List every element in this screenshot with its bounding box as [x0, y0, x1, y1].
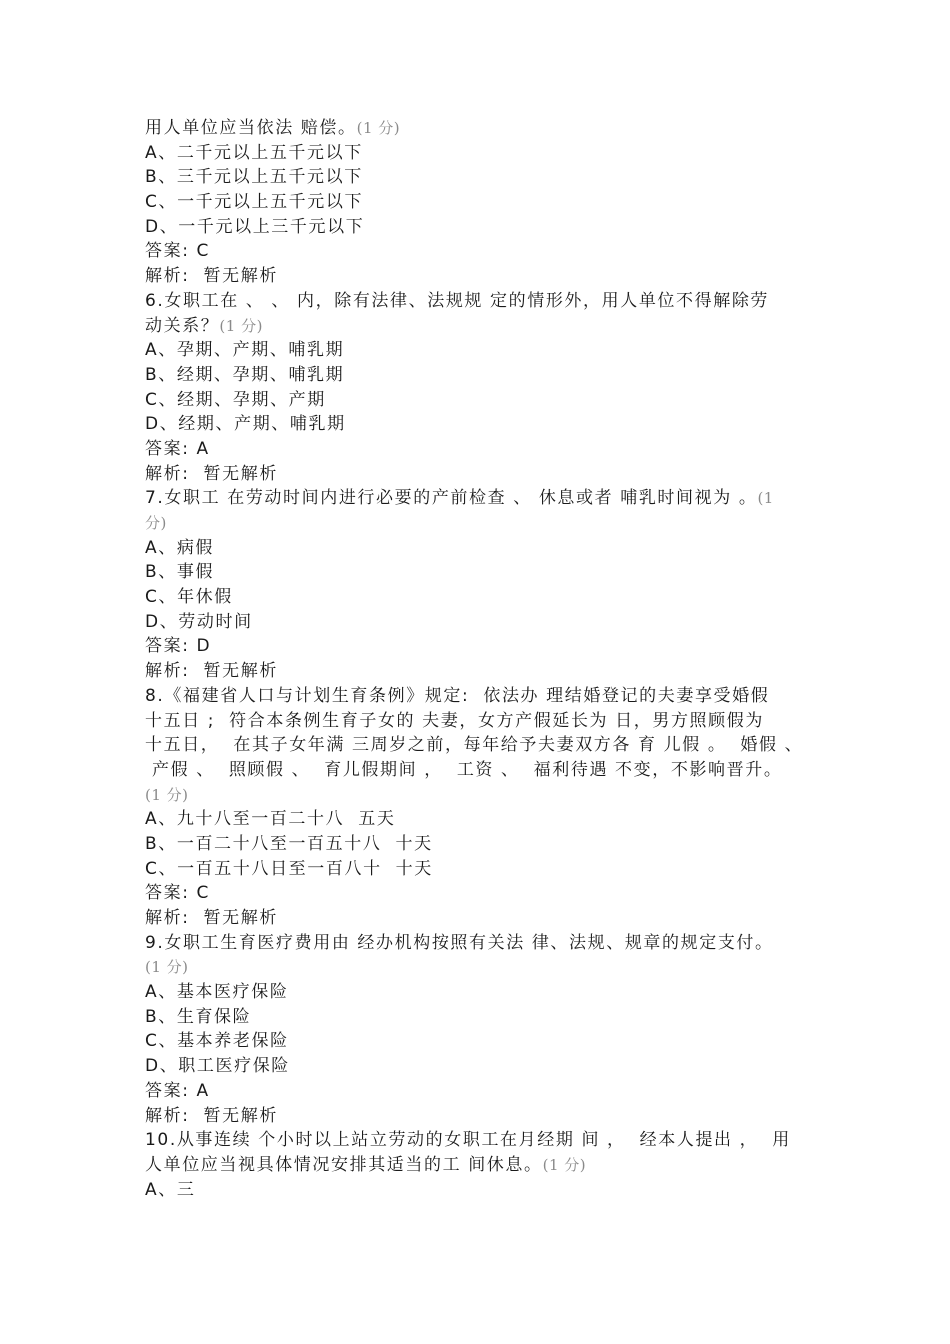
answer-line: 答案: D	[145, 636, 212, 657]
question-line: 10.从事连续 个小时以上站立劳动的女职工在月经期 间 ， 经本人提出 ， 用	[145, 1130, 791, 1151]
analysis-line: 解析: 暂无解析	[145, 908, 278, 928]
answer-line: 答案: C	[145, 241, 211, 262]
option-line: A、基本医疗保险	[145, 982, 289, 1003]
analysis-line: 解析: 暂无解析	[145, 463, 278, 484]
option-line: C、一百五十八日至一百八十 十天	[145, 858, 433, 879]
score-label: (1 分)	[356, 119, 401, 137]
analysis-line: 解析: 暂无解析	[145, 266, 278, 287]
text-line: 用人单位应当依法 赔偿。(1 分)	[145, 118, 401, 138]
question-line: 人单位应当视具体情况安排其适当的工 间休息。(1 分)	[145, 1154, 587, 1175]
option-line: C、经期、孕期、产期	[145, 389, 326, 410]
option-line: A、三	[145, 1179, 196, 1200]
option-line: B、经期、孕期、哺乳期	[145, 364, 345, 385]
question-line	[145, 511, 825, 536]
option-line: D、一千元以上三千元以下	[145, 216, 365, 237]
question-line	[145, 783, 825, 808]
option-line: D、经期、产期、哺乳期	[145, 414, 346, 435]
document-page	[145, 116, 825, 1202]
score-label: (1 分)	[145, 785, 189, 804]
option-line: B、一百二十八至一百五十八 十天	[145, 833, 433, 854]
answer-line: 答案: A	[145, 438, 210, 459]
score-label: (1 分)	[145, 958, 189, 977]
option-line: B、生育保险	[145, 1006, 252, 1027]
question-line: 6.女职工在 、 、 内，除有法律、法规规 定的情形外，用人单位不得解除劳	[145, 290, 770, 311]
option-line: D、职工医疗保险	[145, 1056, 290, 1077]
score-label: (1 分)	[542, 1155, 587, 1174]
question-line	[145, 955, 825, 980]
option-line: C、年休假	[145, 587, 233, 608]
analysis-line: 解析: 暂无解析	[145, 1105, 278, 1126]
option-line: D、劳动时间	[145, 611, 253, 632]
option-line: A、孕期、产期、哺乳期	[145, 340, 345, 361]
option-line: B、事假	[145, 562, 215, 583]
question-line: 产假 、 照顾假 、 育儿假期间 ， 工资 、 福利待遇 不变，不影响晋升。	[145, 759, 783, 780]
option-line: A、二千元以上五千元以下	[145, 142, 363, 163]
score-label: (1 分)	[219, 316, 263, 335]
question-line: 十五日 ; 符合本条例生育子女的 夫妻，女方产假延长为 日，男方照顾假为	[145, 710, 764, 731]
question-line: 9.女职工生育医疗费用由 经办机构按照有关法 律、法规、规章的规定支付。	[145, 932, 774, 953]
question-line: 十五日， 在其子女年满 三周岁之前，每年给予夫妻双方各 育 儿假 。 婚假 、	[145, 735, 804, 756]
answer-line: 答案: C	[145, 883, 211, 904]
option-line: A、九十八至一百二十八 五天	[145, 809, 396, 830]
answer-line: 答案: A	[145, 1080, 210, 1101]
question-line: 动关系？(1 分)	[145, 315, 263, 336]
option-line: B、三千元以上五千元以下	[145, 167, 363, 188]
question-line: 7.女职工 在劳动时间内进行必要的产前检查 、 休息或者 哺乳时间视为 。(1	[145, 488, 774, 509]
option-line: C、一千元以上五千元以下	[145, 192, 364, 213]
option-line: A、病假	[145, 537, 215, 558]
score-label: 分)	[145, 514, 167, 532]
option-line: C、基本养老保险	[145, 1031, 289, 1052]
score-label: (1	[757, 489, 774, 508]
question-line: 8.《福建省人口与计划生育条例》规定: 依法办 理结婚登记的夫妻享受婚假	[145, 685, 770, 706]
analysis-line: 解析: 暂无解析	[145, 661, 278, 682]
